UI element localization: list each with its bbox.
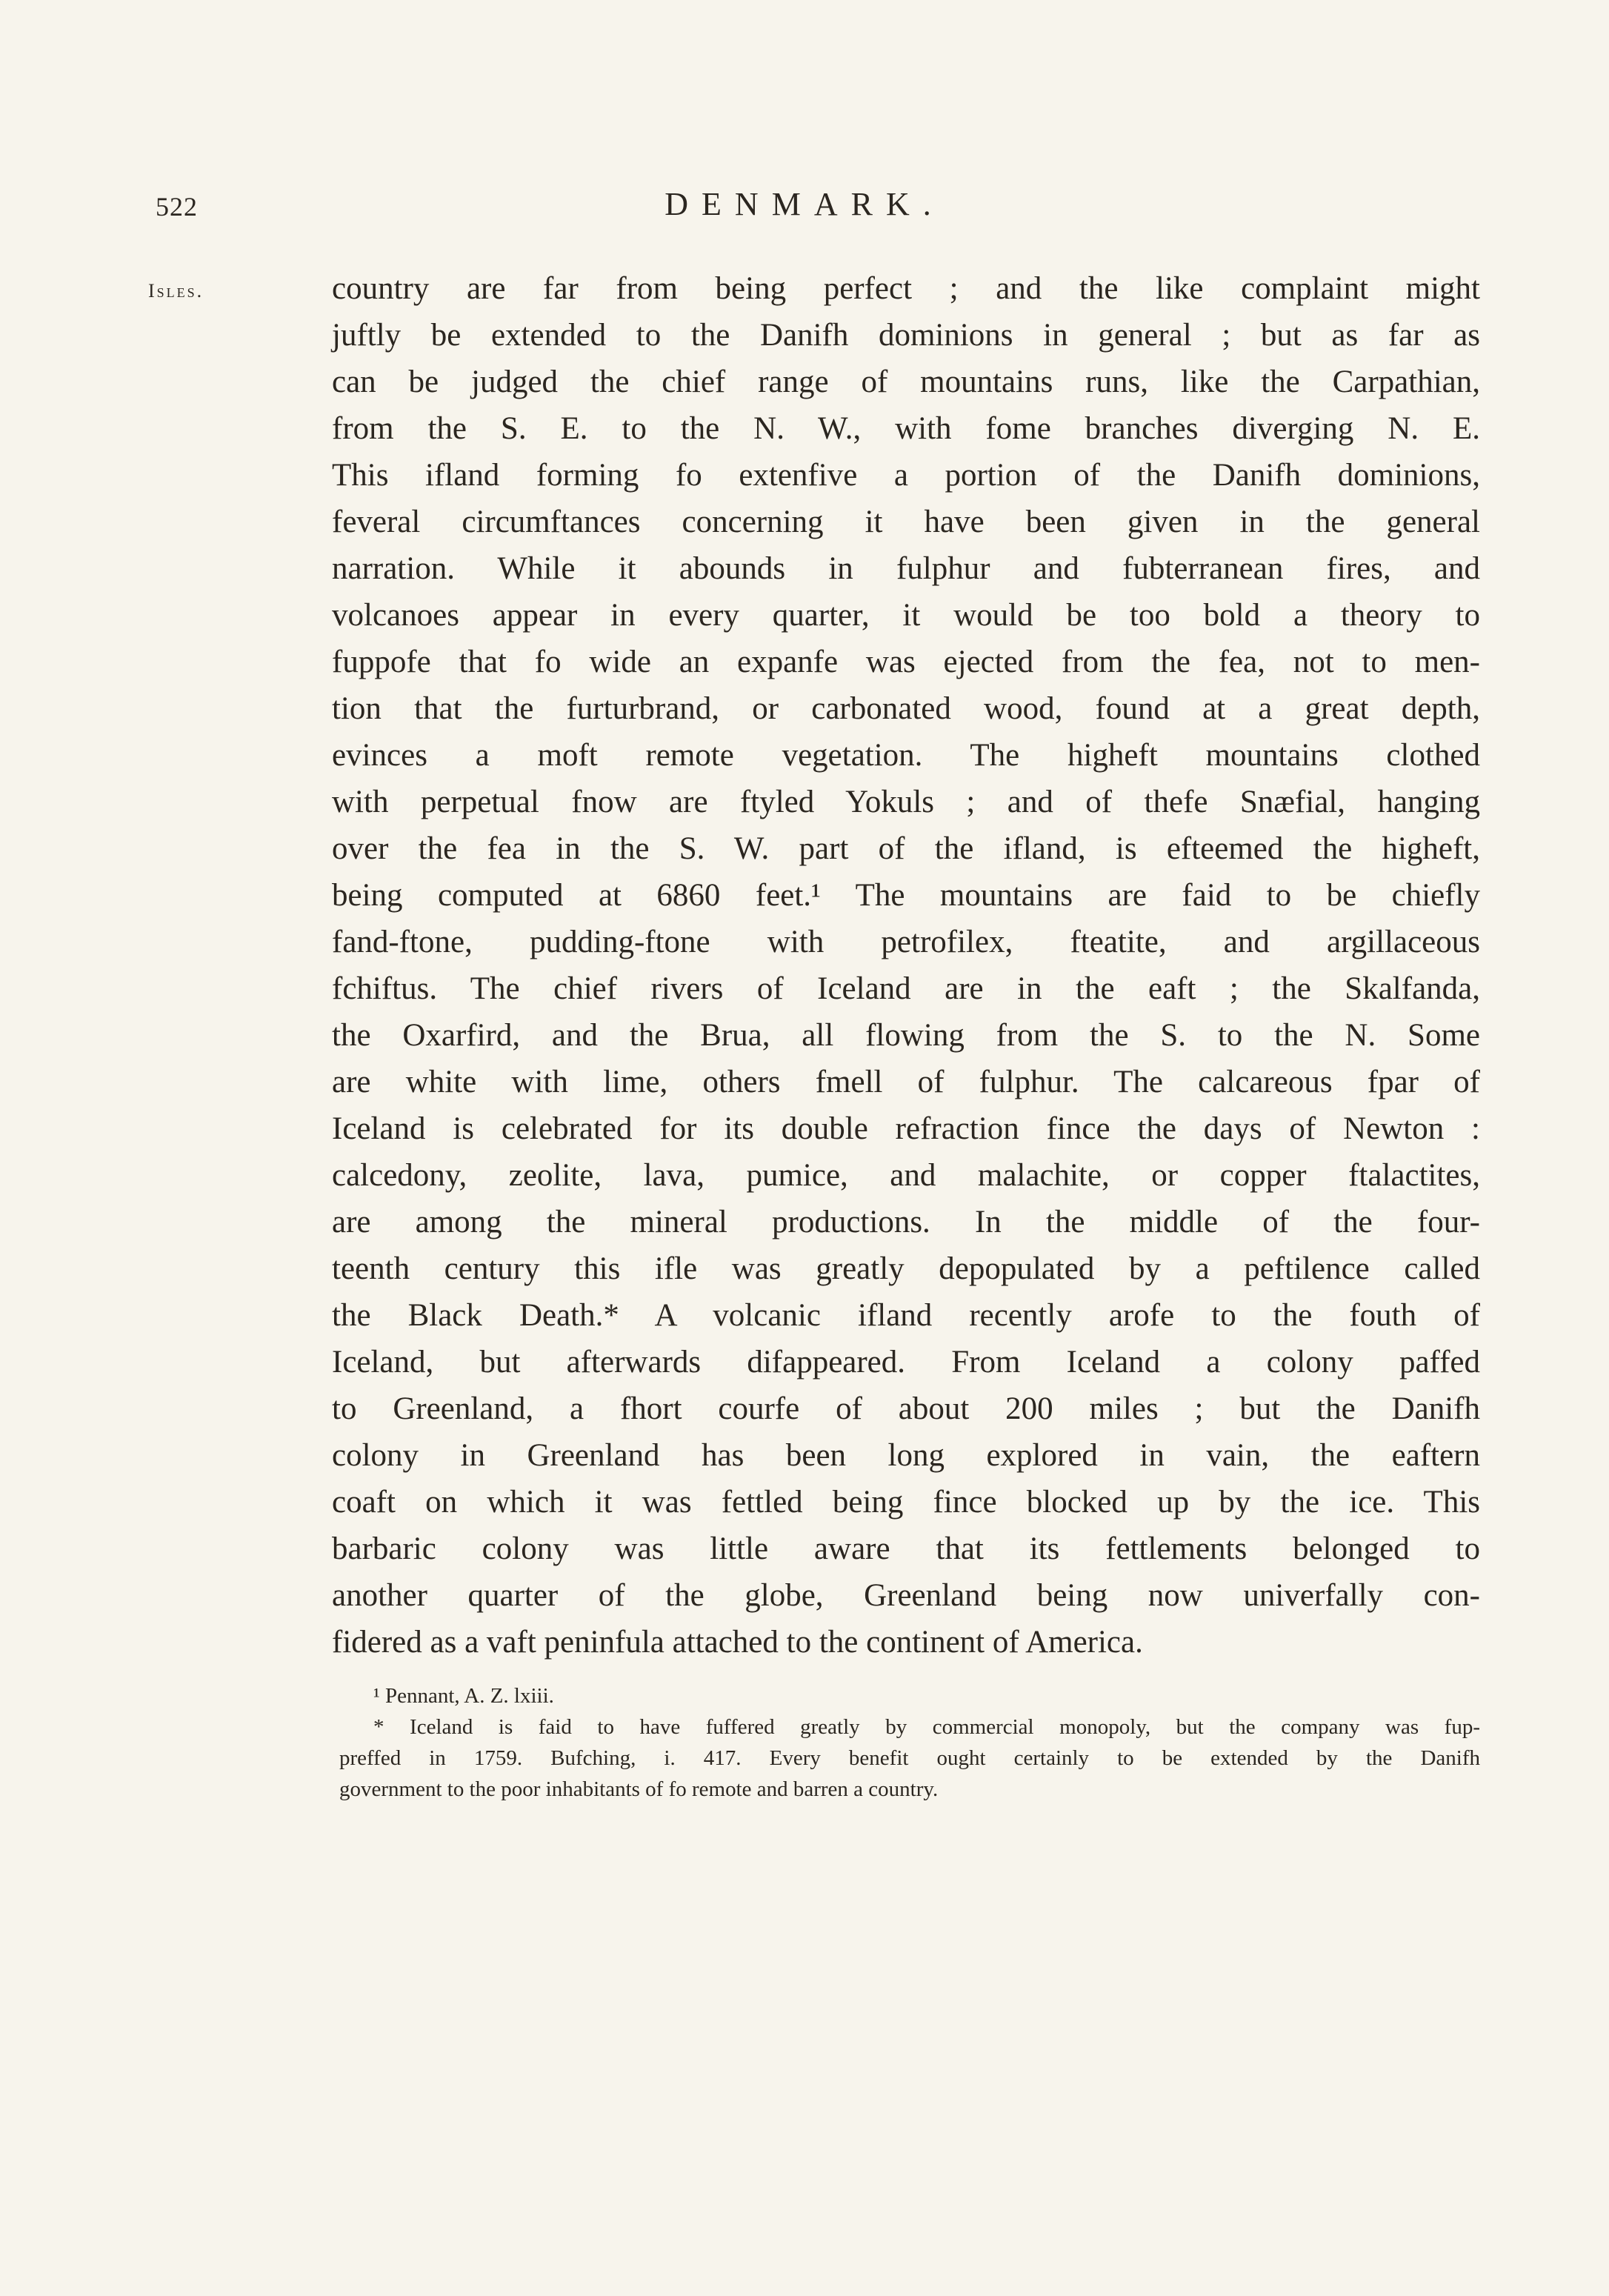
text-line: Iceland is celebrated for its double refraction fince the days of Newton :	[332, 1111, 1480, 1146]
text-line: the Oxarfird, and the Brua, all flowing from the S. to the N. Some	[332, 1018, 1480, 1053]
text-line: from the S. E. to the N. W., with fome branches diverging N. E.	[332, 411, 1480, 446]
text-line: fuppofe that fo wide an expanfe was ejected from the fea, not to men-	[332, 645, 1480, 679]
text-line: Iceland, but afterwards difappeared. From Iceland a colony paffed	[332, 1345, 1480, 1380]
text-line: being computed at 6860 feet.¹ The mountains are faid to be chiefly	[332, 878, 1480, 913]
text-line: feveral circumftances concerning it have been given in the general	[332, 505, 1480, 539]
footnote-2-line: preffed in 1759. Bufching, i. 417. Every benefit ought certainly to be extended by the Danifh	[339, 1746, 1480, 1770]
margin-note: Isles.	[148, 280, 204, 302]
running-head: DENMARK.	[664, 186, 945, 222]
footnotes	[339, 1680, 1480, 1805]
text-line: colony in Greenland has been long explored in vain, the eaftern	[332, 1438, 1480, 1473]
footnote-2-line: * Iceland is faid to have fuffered greatly by commercial monopoly, but the company was fup-	[373, 1715, 1480, 1739]
text-line: volcanoes appear in every quarter, it would be too bold a theory to	[332, 598, 1480, 633]
text-line: to Greenland, a fhort courfe of about 200 miles ; but the Danifh	[332, 1391, 1480, 1426]
text-line: fidered as a vaft peninfula attached to the continent of America.	[332, 1625, 1143, 1660]
text-line: calcedony, zeolite, lava, pumice, and malachite, or copper ftalactites,	[332, 1158, 1480, 1193]
text-line: the Black Death.* A volcanic ifland recently arofe to the fouth of	[332, 1298, 1480, 1333]
text-line: fand-ftone, pudding-ftone with petrofilex, fteatite, and argillaceous	[332, 925, 1480, 959]
footnote-2-line: government to the poor inhabitants of fo remote and barren a country.	[339, 1777, 939, 1801]
footnote-1: ¹ Pennant, A. Z. lxiii.	[373, 1684, 554, 1708]
text-line: over the fea in the S. W. part of the ifland, is efteemed the higheft,	[332, 831, 1480, 866]
text-line: coaft on which it was fettled being fince blocked up by the ice. This	[332, 1485, 1480, 1520]
text-line: This ifland forming fo extenfive a portion of the Danifh dominions,	[332, 458, 1480, 493]
text-line: narration. While it abounds in fulphur and fubterranean fires, and	[332, 551, 1480, 586]
body-text	[332, 265, 1480, 1666]
text-line: are white with lime, others fmell of fulphur. The calcareous fpar of	[332, 1065, 1480, 1099]
text-line: country are far from being perfect ; and the like complaint might	[332, 271, 1480, 306]
text-line: fchiftus. The chief rivers of Iceland are in the eaft ; the Skalfanda,	[332, 971, 1480, 1006]
text-line: barbaric colony was little aware that its fettlements belonged to	[332, 1531, 1480, 1566]
text-line: evinces a moft remote vegetation. The higheft mountains clothed	[332, 738, 1480, 773]
text-line: with perpetual fnow are ftyled Yokuls ; and of thefe Snæfial, hanging	[332, 785, 1480, 819]
text-line: teenth century this ifle was greatly depopulated by a peftilence called	[332, 1251, 1480, 1286]
page-number: 522	[156, 192, 198, 222]
text-line: are among the mineral productions. In the middle of the four-	[332, 1205, 1480, 1239]
text-line: juftly be extended to the Danifh dominions in general ; but as far as	[332, 318, 1480, 353]
text-line: tion that the furturbrand, or carbonated wood, found at a great depth,	[332, 691, 1480, 726]
text-line: can be judged the chief range of mountains runs, like the Carpathian,	[332, 365, 1480, 399]
text-line: another quarter of the globe, Greenland being now univerfally con-	[332, 1578, 1480, 1613]
